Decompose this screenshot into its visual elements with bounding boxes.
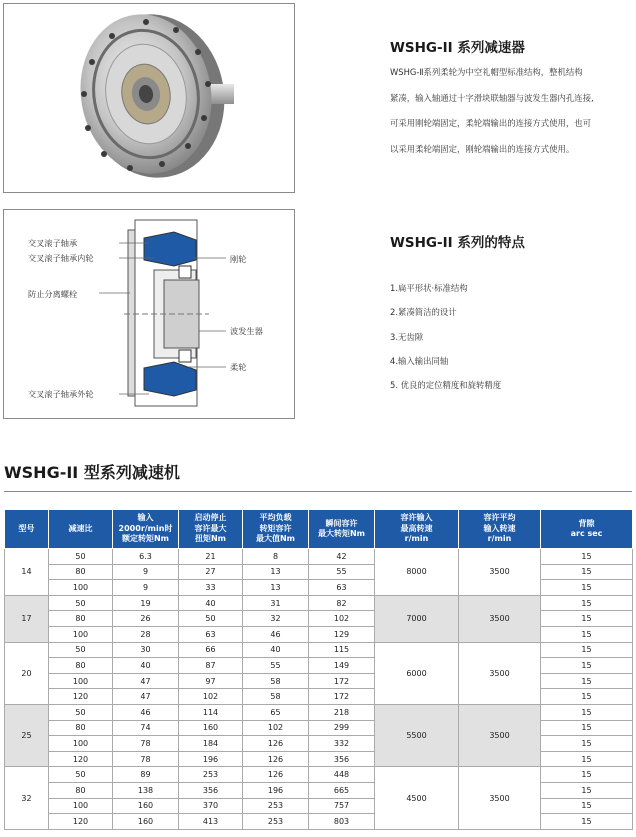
cell-ratio: 80 [49, 782, 113, 798]
cell-avg-load-torque: 126 [243, 767, 309, 783]
features-list [390, 276, 501, 397]
cell-backlash: 15 [541, 626, 633, 642]
cell-momentary-torque: 102 [309, 611, 375, 627]
cell-ratio: 50 [49, 704, 113, 720]
cell-rated-torque: 47 [113, 673, 179, 689]
cell-momentary-torque: 803 [309, 814, 375, 830]
cell-start-stop-torque: 21 [179, 549, 243, 565]
cell-avg-load-torque: 55 [243, 658, 309, 674]
cell-rated-torque: 9 [113, 580, 179, 596]
cell-model: 25 [5, 704, 49, 766]
cell-avg-load-torque: 40 [243, 642, 309, 658]
cell-ratio: 50 [49, 767, 113, 783]
intro-paragraph [390, 60, 630, 162]
header-model: 型号 [5, 510, 49, 549]
cell-rated-torque: 28 [113, 626, 179, 642]
cell-ratio: 100 [49, 580, 113, 596]
table-header [5, 510, 633, 549]
cell-start-stop-torque: 413 [179, 814, 243, 830]
cell-ratio: 100 [49, 626, 113, 642]
cell-momentary-torque: 665 [309, 782, 375, 798]
reducer-photo [4, 4, 294, 192]
cell-avg-load-torque: 31 [243, 595, 309, 611]
header-momentary-torque: 瞬间容许 最大转矩Nm [309, 510, 375, 549]
table-group [5, 704, 633, 766]
cell-backlash: 15 [541, 564, 633, 580]
cell-avg-load-torque: 102 [243, 720, 309, 736]
cell-rated-torque: 89 [113, 767, 179, 783]
table-group [5, 549, 633, 596]
cell-momentary-torque: 172 [309, 689, 375, 705]
cell-avg-input-speed: 3500 [459, 595, 541, 642]
cell-momentary-torque: 63 [309, 580, 375, 596]
cell-avg-load-torque: 13 [243, 580, 309, 596]
cell-avg-load-torque: 65 [243, 704, 309, 720]
intro-line: WSHG-Ⅱ系列柔轮为中空礼帽型标准结构，整机结构 [390, 67, 583, 77]
cell-momentary-torque: 172 [309, 673, 375, 689]
cell-avg-input-speed: 3500 [459, 704, 541, 766]
cell-ratio: 120 [49, 689, 113, 705]
header-ratio: 减速比 [49, 510, 113, 549]
cell-start-stop-torque: 97 [179, 673, 243, 689]
table-group [5, 595, 633, 642]
cell-rated-torque: 160 [113, 814, 179, 830]
header-backlash: 背隙 arc sec [541, 510, 633, 549]
product-photo-panel [3, 3, 295, 193]
cell-max-input-speed: 6000 [375, 642, 459, 704]
cell-avg-input-speed: 3500 [459, 767, 541, 829]
table-row [5, 549, 633, 565]
cell-backlash: 15 [541, 642, 633, 658]
cell-momentary-torque: 218 [309, 704, 375, 720]
intro-title: WSHG-II 系列减速器 [390, 40, 525, 56]
structure-diagram-panel [3, 209, 295, 419]
cell-avg-input-speed: 3500 [459, 549, 541, 596]
cell-backlash: 15 [541, 611, 633, 627]
cell-backlash: 15 [541, 704, 633, 720]
cell-model: 20 [5, 642, 49, 704]
cell-ratio: 50 [49, 549, 113, 565]
cell-backlash: 15 [541, 595, 633, 611]
cell-ratio: 80 [49, 564, 113, 580]
cell-momentary-torque: 299 [309, 720, 375, 736]
label-anti-separation-bolt: 防止分离螺栓 [28, 289, 78, 299]
spec-table [4, 509, 633, 830]
cell-backlash: 15 [541, 798, 633, 814]
cell-avg-input-speed: 3500 [459, 642, 541, 704]
cell-start-stop-torque: 66 [179, 642, 243, 658]
label-cross-bearing-inner: 交叉滚子轴承内轮 [28, 253, 94, 263]
cell-rated-torque: 78 [113, 736, 179, 752]
cell-max-input-speed: 8000 [375, 549, 459, 596]
cell-start-stop-torque: 253 [179, 767, 243, 783]
header-start-stop-torque: 启动停止 容许最大 扭矩Nm [179, 510, 243, 549]
cell-model: 17 [5, 595, 49, 642]
intro-line: 可采用刚轮端固定，柔轮端输出的连接方式使用，也可 [390, 118, 591, 128]
cell-start-stop-torque: 63 [179, 626, 243, 642]
cell-start-stop-torque: 184 [179, 736, 243, 752]
cell-backlash: 15 [541, 549, 633, 565]
cell-max-input-speed: 7000 [375, 595, 459, 642]
cell-avg-load-torque: 32 [243, 611, 309, 627]
cell-backlash: 15 [541, 673, 633, 689]
header-rated-torque: 输入 2000r/min时 额定转矩Nm [113, 510, 179, 549]
label-circular-spline: 刚轮 [230, 254, 247, 264]
feature-item: 2.紧凑简洁的设计 [390, 307, 457, 318]
header-avg-input-speed: 容许平均 输入转速 r/min [459, 510, 541, 549]
cell-backlash: 15 [541, 782, 633, 798]
cell-start-stop-torque: 370 [179, 798, 243, 814]
cell-backlash: 15 [541, 736, 633, 752]
cell-avg-load-torque: 196 [243, 782, 309, 798]
feature-item: 3.无齿隙 [390, 331, 424, 342]
table-row [5, 704, 633, 720]
cell-backlash: 15 [541, 814, 633, 830]
cell-ratio: 50 [49, 595, 113, 611]
feature-item: 4.输入输出同轴 [390, 355, 449, 366]
cell-rated-torque: 9 [113, 564, 179, 580]
cell-model: 14 [5, 549, 49, 596]
table-row [5, 767, 633, 783]
cross-section-diagram [4, 210, 294, 418]
table-row [5, 595, 633, 611]
cell-ratio: 50 [49, 642, 113, 658]
cell-start-stop-torque: 114 [179, 704, 243, 720]
cell-ratio: 100 [49, 736, 113, 752]
cell-momentary-torque: 149 [309, 658, 375, 674]
table-group [5, 767, 633, 829]
cell-start-stop-torque: 27 [179, 564, 243, 580]
cell-rated-torque: 6.3 [113, 549, 179, 565]
label-cross-bearing-outer: 交叉滚子轴承外轮 [28, 389, 94, 399]
cell-backlash: 15 [541, 720, 633, 736]
cell-rated-torque: 30 [113, 642, 179, 658]
cell-momentary-torque: 42 [309, 549, 375, 565]
cell-backlash: 15 [541, 689, 633, 705]
cell-start-stop-torque: 50 [179, 611, 243, 627]
cell-rated-torque: 160 [113, 798, 179, 814]
cell-max-input-speed: 5500 [375, 704, 459, 766]
cell-rated-torque: 138 [113, 782, 179, 798]
cell-backlash: 15 [541, 767, 633, 783]
divider [4, 491, 632, 492]
cell-avg-load-torque: 253 [243, 798, 309, 814]
cell-ratio: 100 [49, 798, 113, 814]
cell-start-stop-torque: 33 [179, 580, 243, 596]
cell-momentary-torque: 115 [309, 642, 375, 658]
cell-rated-torque: 74 [113, 720, 179, 736]
cell-avg-load-torque: 126 [243, 736, 309, 752]
cell-start-stop-torque: 87 [179, 658, 243, 674]
label-flexspline: 柔轮 [230, 362, 247, 372]
cell-rated-torque: 19 [113, 595, 179, 611]
label-cross-bearing: 交叉滚子轴承 [28, 238, 78, 248]
cell-ratio: 80 [49, 720, 113, 736]
cell-avg-load-torque: 253 [243, 814, 309, 830]
cell-rated-torque: 46 [113, 704, 179, 720]
cell-start-stop-torque: 356 [179, 782, 243, 798]
cell-ratio: 120 [49, 751, 113, 767]
cell-momentary-torque: 55 [309, 564, 375, 580]
cell-max-input-speed: 4500 [375, 767, 459, 829]
cell-momentary-torque: 356 [309, 751, 375, 767]
cell-avg-load-torque: 13 [243, 564, 309, 580]
header-avg-load-torque: 平均负载 转矩容许 最大值Nm [243, 510, 309, 549]
table-row [5, 642, 633, 658]
header-max-input-speed: 容许输入 最高转速 r/min [375, 510, 459, 549]
label-wave-generator: 波发生器 [230, 326, 263, 336]
cell-backlash: 15 [541, 751, 633, 767]
cell-momentary-torque: 332 [309, 736, 375, 752]
feature-item: 5. 优良的定位精度和旋转精度 [390, 380, 502, 391]
cell-avg-load-torque: 46 [243, 626, 309, 642]
cell-ratio: 80 [49, 658, 113, 674]
feature-item: 1.扁平形状·标准结构 [390, 283, 468, 293]
cell-start-stop-torque: 40 [179, 595, 243, 611]
cell-ratio: 120 [49, 814, 113, 830]
cell-rated-torque: 26 [113, 611, 179, 627]
cell-avg-load-torque: 126 [243, 751, 309, 767]
cell-avg-load-torque: 58 [243, 673, 309, 689]
cell-rated-torque: 47 [113, 689, 179, 705]
cell-backlash: 15 [541, 580, 633, 596]
table-title: WSHG-II 型系列减速机 [4, 463, 180, 482]
cell-start-stop-torque: 196 [179, 751, 243, 767]
cell-momentary-torque: 448 [309, 767, 375, 783]
cell-rated-torque: 78 [113, 751, 179, 767]
intro-line: 以采用柔轮端固定，刚轮端输出的连接方式使用。 [390, 143, 575, 154]
cell-ratio: 100 [49, 673, 113, 689]
cell-model: 32 [5, 767, 49, 829]
cell-ratio: 80 [49, 611, 113, 627]
cell-momentary-torque: 82 [309, 595, 375, 611]
cell-start-stop-torque: 102 [179, 689, 243, 705]
cell-backlash: 15 [541, 658, 633, 674]
table-group [5, 642, 633, 704]
intro-line: 紧凑，输入轴通过十字滑块联轴器与波发生器内孔连接, [390, 92, 594, 103]
cell-momentary-torque: 129 [309, 626, 375, 642]
cell-avg-load-torque: 8 [243, 549, 309, 565]
features-title: WSHG-II 系列的特点 [390, 235, 525, 251]
cell-avg-load-torque: 58 [243, 689, 309, 705]
cell-start-stop-torque: 160 [179, 720, 243, 736]
cell-momentary-torque: 757 [309, 798, 375, 814]
cell-rated-torque: 40 [113, 658, 179, 674]
